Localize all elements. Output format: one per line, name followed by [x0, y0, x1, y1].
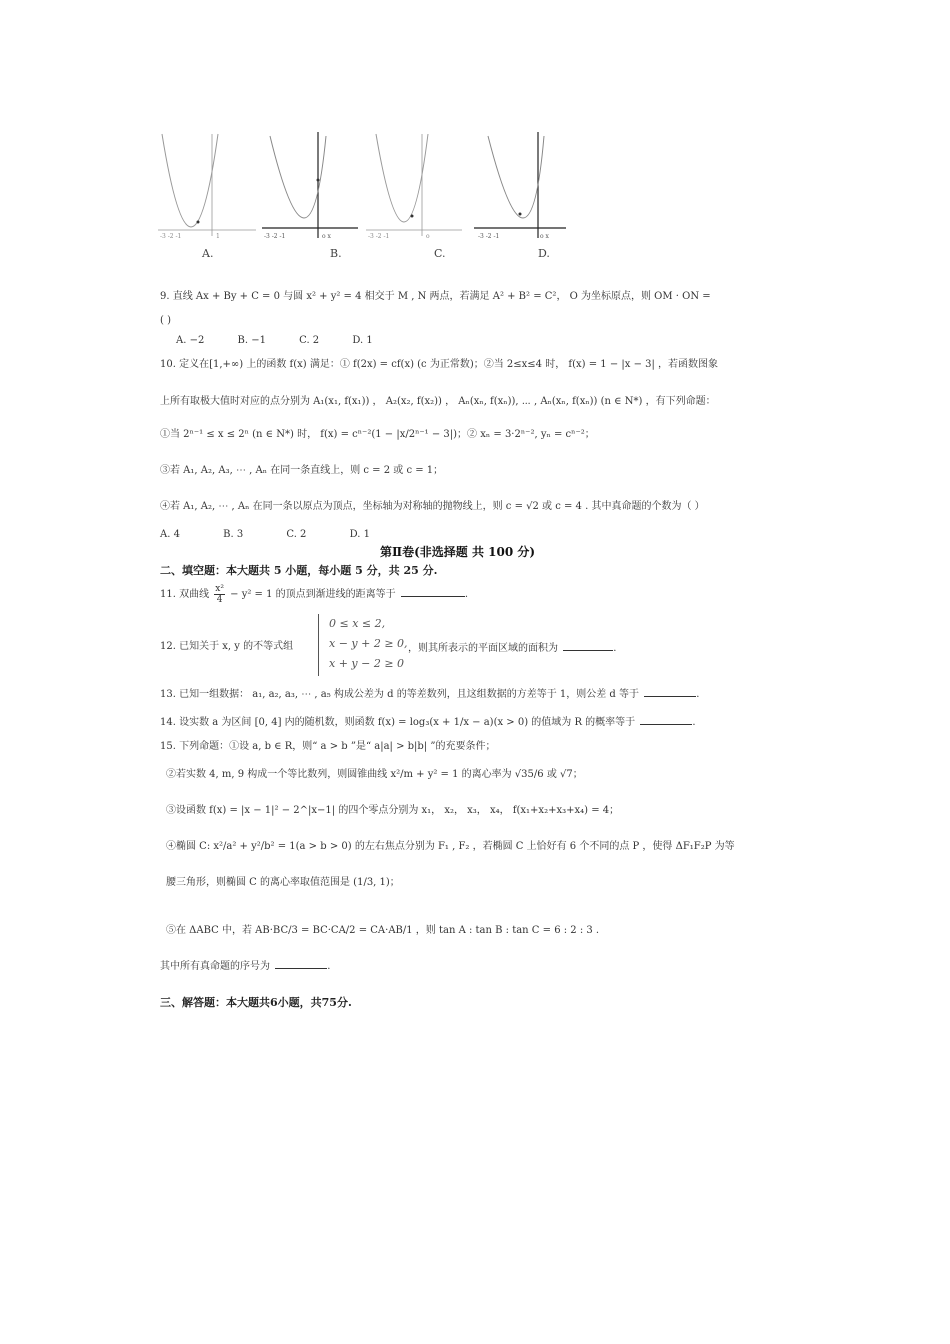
q9-paren: ( ): [160, 315, 171, 326]
q9-text: 9. 直线 Ax + By + C = 0 与圆 x² + y² = 4 相交于 M , N 两点，若满足 A² + B² = C²， O 为坐标原点，则 OM · ON =: [160, 291, 711, 302]
parabola-graph-b-icon: [262, 130, 362, 240]
q9-option-b: B. −1: [237, 335, 266, 346]
q11-pre: 11. 双曲线: [160, 589, 210, 600]
svg-text:o: o: [426, 233, 430, 240]
graph-label-d: D.: [538, 247, 550, 260]
q15-line1: 15. 下列命题：①设 a, b ∈ R，则“ a > b ”是“ a|a| > b|b| ”的充要条件；: [160, 741, 496, 752]
q15-line6: ⑤在 ΔABC 中，若 AB·BC/3 = BC·CA/2 = CA·AB/1 ，则 tan A : tan B : tan C = 6 : 2 : 3 .: [166, 925, 600, 936]
q15-line4: ④椭圆 C: x²/a² + y²/b² = 1(a > b > 0) 的左右焦点分别为 F₁ , F₂ ，若椭圆 C 上恰好有 6 个不同的点 P ，使得 ΔF₁F₂P 为等: [166, 841, 735, 852]
q13-line: 13. 已知一组数据： a₁, a₂, a₃, ⋯ , a₅ 构成公差为 d 的等差数列，且这组数据的方差等于 1，则公差 d 等于 .: [160, 686, 699, 702]
q13-answer-blank[interactable]: [644, 686, 696, 697]
q14-answer-blank[interactable]: [640, 714, 692, 725]
graph-d: [474, 130, 574, 248]
q15-line7: 其中所有真命题的序号为: [160, 961, 270, 972]
svg-text:1: 1: [216, 233, 220, 240]
section3-heading: 三、解答题：本大题共6小题，共75分.: [160, 996, 352, 1009]
q9-options: [176, 334, 403, 348]
graph-b: [262, 130, 362, 248]
svg-text:-3 -2 -1: -3 -2 -1: [160, 233, 182, 240]
q14-text: 14. 设实数 a 为区间 [0, 4] 内的随机数，则函数 f(x) = log₃(x + 1/x − a)(x > 0) 的值域为 R 的概率等于: [160, 717, 636, 728]
parabola-graph-a-icon: [158, 130, 258, 240]
q10-line4: ③若 A₁, A₂, A₃, ⋯ , Aₙ 在同一条直线上，则 c = 2 或 c = 1；: [160, 465, 444, 476]
q14-line: 14. 设实数 a 为区间 [0, 4] 内的随机数，则函数 f(x) = log₃(x + 1/x − a)(x > 0) 的值域为 R 的概率等于 .: [160, 714, 696, 730]
q10-options: [160, 528, 400, 542]
parabola-graph-d-icon: [474, 130, 574, 240]
q9-option-d: D. 1: [352, 335, 373, 346]
q11-fraction: [214, 584, 225, 605]
q12-ineq-2: x − y + 2 ≥ 0,: [329, 637, 408, 650]
section2-heading: 二、填空题：本大题共 5 小题，每小题 5 分，共 25 分.: [160, 564, 438, 577]
graph-c: [366, 130, 466, 248]
q10-option-a: A. 4: [160, 529, 180, 540]
svg-text:-3 -2 -1: -3 -2 -1: [368, 233, 390, 240]
graph-a: [158, 130, 258, 248]
q10-line3: ①当 2ⁿ⁻¹ ≤ x ≤ 2ⁿ (n ∈ N*) 时， f(x) = cⁿ⁻²(1 − |x/2ⁿ⁻¹ − 3|)；② xₙ = 3·2ⁿ⁻², yₙ = cⁿ⁻²；: [160, 429, 595, 440]
q11-post: − y² = 1 的顶点到渐进线的距离等于: [230, 589, 396, 600]
q15-line2: ②若实数 4, m, 9 构成一个等比数列，则圆锥曲线 x²/m + y² = 1 的离心率为 √35/6 或 √7；: [166, 769, 583, 780]
q12-pre: 12. 已知关于 x, y 的不等式组: [160, 641, 294, 652]
q12-ineq-1: 0 ≤ x ≤ 2,: [329, 617, 386, 630]
q10-option-c: C. 2: [286, 529, 307, 540]
svg-text:o x: o x: [540, 233, 549, 240]
svg-text:-3 -2 -1: -3 -2 -1: [264, 233, 286, 240]
q15-answer-blank[interactable]: [275, 958, 327, 969]
q10-line5: ④若 A₁, A₂, ⋯ , Aₙ 在同一条以原点为顶点，坐标轴为对称轴的抛物线上，则 c = √2 或 c = 4 . 其中真命题的个数为（ ）: [160, 501, 705, 512]
q12-answer-blank[interactable]: [563, 640, 613, 651]
svg-text:-3 -2 -1: -3 -2 -1: [478, 233, 500, 240]
q15-line5: 腰三角形，则椭圆 C 的离心率取值范围是 (1/3, 1)；: [166, 877, 400, 888]
q9-option-c: C. 2: [299, 335, 320, 346]
graph-label-b: B.: [330, 247, 342, 260]
q12-post: ，则其所表示的平面区域的面积为: [408, 643, 558, 654]
q11-text: 11. 双曲线 $\frac{\text{x²}}{4}$ − y² = 1 的顶点到渐进线的距离等于 .: [160, 584, 469, 605]
q11-frac-num: x²: [215, 584, 224, 594]
graph-label-c: C.: [434, 247, 446, 260]
q9-option-a: A. −2: [176, 335, 205, 346]
q10-option-b: B. 3: [223, 529, 244, 540]
q12-post-line: ，则其所表示的平面区域的面积为 .: [408, 640, 616, 656]
part2-title: 第Ⅱ卷(非选择题 共 100 分): [380, 545, 536, 559]
q11-answer-blank[interactable]: [401, 586, 465, 597]
svg-text:o x: o x: [322, 233, 331, 240]
q15-line3: ③设函数 f(x) = |x − 1|² − 2^|x−1| 的四个零点分别为 x₁， x₂， x₃， x₄， f(x₁+x₂+x₃+x₄) = 4；: [166, 805, 620, 816]
q10-line2: 上所有取极大值时对应的点分别为 A₁(x₁, f(x₁)) ， A₂(x₂, f(x₂)) ， Aₙ(xₙ, f(xₙ)), ⋯ , Aₙ(xₙ, f(xₙ)) (n ∈ N*) ，有下列命题：: [160, 396, 716, 407]
parabola-graph-c-icon: [366, 130, 466, 240]
q11-frac-den: 4: [216, 595, 223, 605]
q12-ineq-3: x + y − 2 ≥ 0: [329, 657, 405, 670]
q15-line7-wrap: 其中所有真命题的序号为 .: [160, 958, 330, 974]
q13-text: 13. 已知一组数据： a₁, a₂, a₃, ⋯ , a₅ 构成公差为 d 的等差数列，且这组数据的方差等于 1，则公差 d 等于: [160, 689, 639, 700]
q10-line1: 10. 定义在[1,+∞) 上的函数 f(x) 满足：① f(2x) = cf(x) (c 为正常数)；②当 2≤x≤4 时， f(x) = 1 − |x − 3| ，若函数图象: [160, 359, 719, 370]
graph-label-a: A.: [202, 247, 214, 260]
q12-inequality-system: [318, 614, 409, 676]
q10-option-d: D. 1: [349, 529, 370, 540]
